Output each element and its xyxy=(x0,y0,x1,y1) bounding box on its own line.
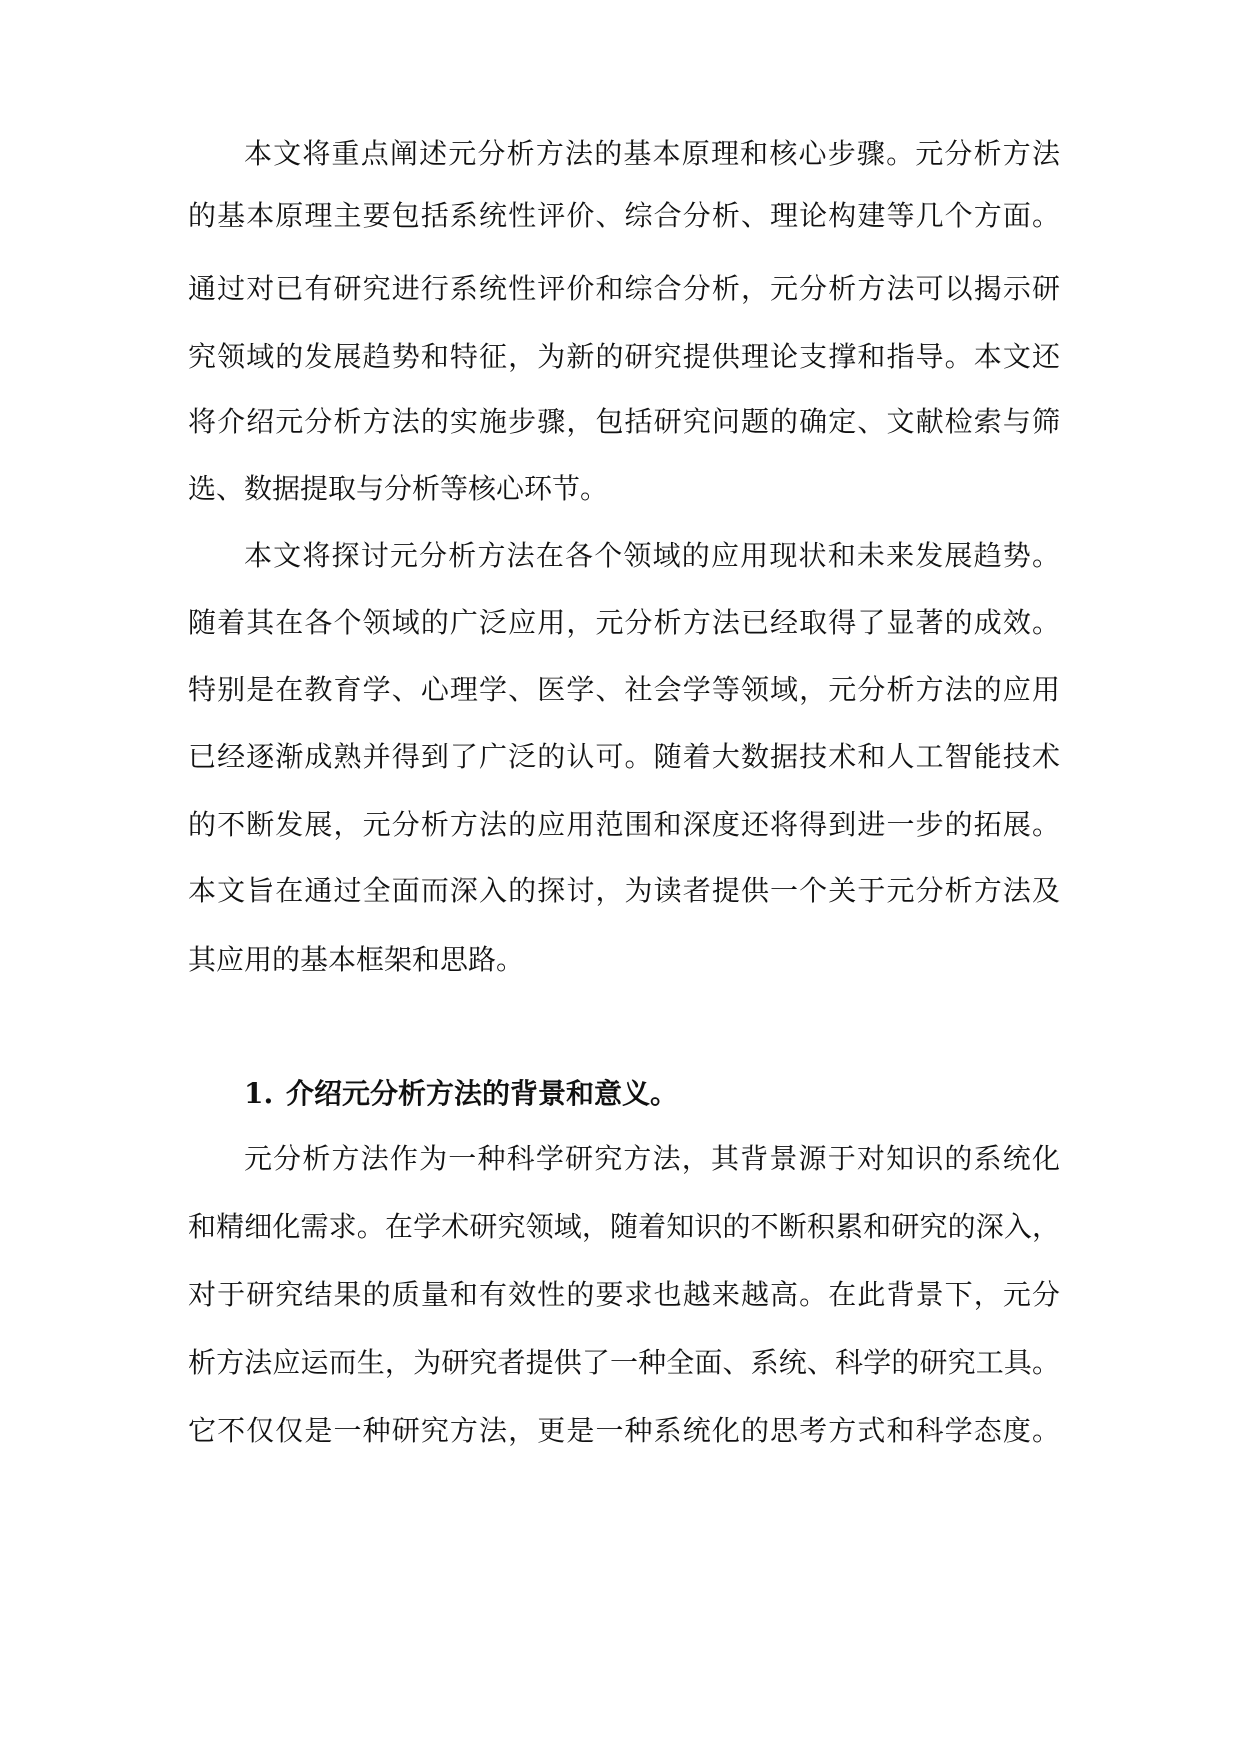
paragraph-3-line-4: 析方法应运而生，为研究者提供了一种全面、系统、科学的研究工具。 xyxy=(188,1346,1060,1379)
paragraph-1-line-6: 选、数据提取与分析等核心环节。 xyxy=(188,472,609,505)
paragraph-2-line-2: 随着其在各个领域的广泛应用，元分析方法已经取得了显著的成效。 xyxy=(188,606,1060,639)
paragraph-2-line-1: 本文将探讨元分析方法在各个领域的应用现状和未来发展趋势。 xyxy=(244,539,1060,572)
paragraph-1-line-4: 究领域的发展趋势和特征，为新的研究提供理论支撑和指导。本文还 xyxy=(188,340,1060,373)
paragraph-3-line-1: 元分析方法作为一种科学研究方法，其背景源于对知识的系统化 xyxy=(244,1142,1060,1175)
paragraph-3-line-5: 它不仅仅是一种研究方法，更是一种系统化的思考方式和科学态度。 xyxy=(188,1414,1060,1447)
paragraph-3-line-2: 和精细化需求。在学术研究领域，随着知识的不断积累和研究的深入， xyxy=(188,1210,1060,1243)
paragraph-1-line-5: 将介绍元分析方法的实施步骤，包括研究问题的确定、文献检索与筛 xyxy=(188,405,1060,438)
section-heading xyxy=(244,1064,678,1124)
paragraph-2-line-5: 的不断发展，元分析方法的应用范围和深度还将得到进一步的拓展。 xyxy=(188,808,1060,841)
section-heading-text: 介绍元分析方法的背景和意义。 xyxy=(286,1077,679,1110)
section-heading-number: 1. xyxy=(244,1077,274,1110)
paragraph-2-line-4: 已经逐渐成熟并得到了广泛的认可。随着大数据技术和人工智能技术 xyxy=(188,740,1060,773)
paragraph-2-line-7: 其应用的基本框架和思路。 xyxy=(188,943,525,976)
paragraph-1-line-2: 的基本原理主要包括系统性评价、综合分析、理论构建等几个方面。 xyxy=(188,199,1060,232)
paragraph-1-line-3: 通过对已有研究进行系统性评价和综合分析，元分析方法可以揭示研 xyxy=(188,272,1060,305)
paragraph-3-line-3: 对于研究结果的质量和有效性的要求也越来越高。在此背景下，元分 xyxy=(188,1278,1060,1311)
paragraph-2-line-3: 特别是在教育学、心理学、医学、社会学等领域，元分析方法的应用 xyxy=(188,673,1060,706)
paragraph-2-line-6: 本文旨在通过全面而深入的探讨，为读者提供一个关于元分析方法及 xyxy=(188,874,1060,907)
paragraph-1-line-1: 本文将重点阐述元分析方法的基本原理和核心步骤。元分析方法 xyxy=(244,137,1060,170)
